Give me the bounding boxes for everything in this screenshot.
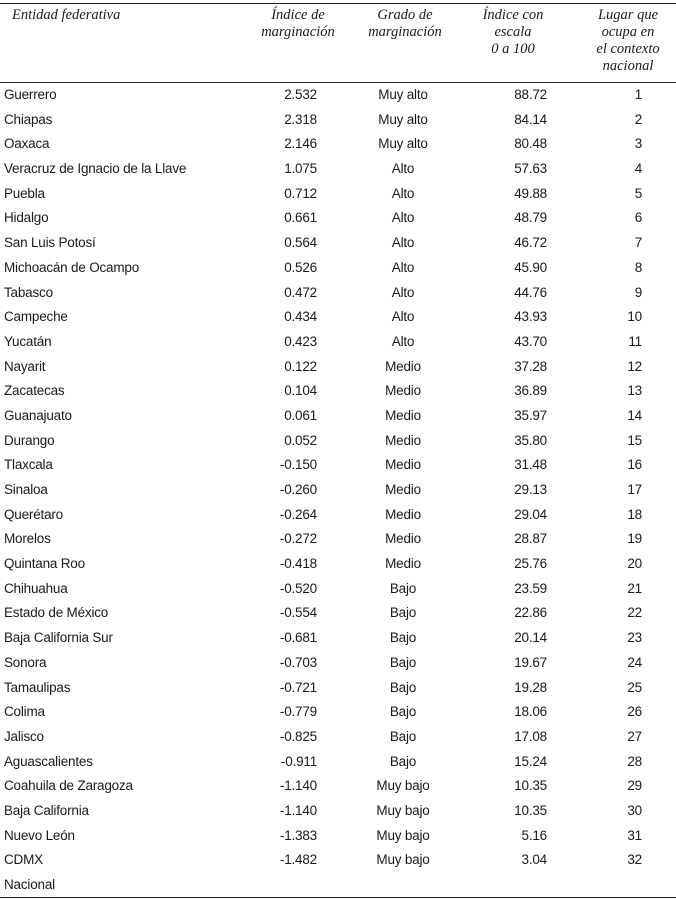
cell-lugar: 29 bbox=[627, 778, 642, 794]
cell-escala: 31.48 bbox=[514, 457, 547, 473]
header-indice: Índice de marginación bbox=[261, 7, 335, 40]
cell-indice: 2.146 bbox=[284, 136, 317, 152]
cell-escala: 45.90 bbox=[514, 259, 547, 275]
cell-grado: Bajo bbox=[389, 679, 417, 695]
table-row bbox=[0, 600, 676, 625]
cell-grado: Alto bbox=[391, 309, 415, 325]
cell-entidad: Estado de México bbox=[4, 605, 109, 621]
cell-lugar: 4 bbox=[634, 161, 642, 177]
cell-escala: 3.04 bbox=[521, 852, 547, 868]
cell-escala: 80.48 bbox=[514, 136, 547, 152]
cell-lugar: 32 bbox=[627, 852, 642, 868]
cell-lugar: 19 bbox=[627, 531, 642, 547]
cell-entidad: Sonora bbox=[4, 654, 47, 670]
cell-escala: 29.13 bbox=[514, 482, 547, 497]
cell-escala: 44.76 bbox=[514, 284, 547, 300]
cell-indice: -0.825 bbox=[279, 728, 317, 744]
cell-grado: Medio bbox=[385, 383, 421, 399]
cell-grado: Muy alto bbox=[378, 87, 428, 102]
cell-indice: -0.703 bbox=[279, 654, 317, 670]
header-lugar: Lugar que ocupa en el contexto nacional bbox=[596, 7, 660, 74]
cell-lugar: 7 bbox=[634, 235, 642, 251]
cell-entidad: Yucatán bbox=[4, 333, 52, 349]
cell-indice: 0.564 bbox=[284, 235, 317, 251]
cell-lugar: 13 bbox=[627, 383, 642, 399]
cell-indice: -0.150 bbox=[279, 457, 317, 473]
cell-entidad: San Luis Potosí bbox=[4, 235, 96, 251]
cell-escala: 22.86 bbox=[514, 605, 547, 621]
cell-indice: -0.264 bbox=[279, 506, 317, 522]
cell-entidad: Baja California bbox=[4, 802, 89, 818]
cell-indice: -0.911 bbox=[280, 753, 317, 769]
cell-lugar: 30 bbox=[627, 802, 642, 818]
cell-indice: 0.052 bbox=[284, 432, 317, 448]
cell-escala: 18.06 bbox=[514, 704, 547, 720]
cell-entidad: CDMX bbox=[4, 852, 43, 868]
table-row bbox=[0, 477, 676, 502]
cell-lugar: 12 bbox=[627, 358, 642, 374]
cell-grado: Bajo bbox=[389, 704, 417, 720]
cell-entidad: Coahuila de Zaragoza bbox=[4, 778, 133, 794]
cell-grado: Bajo bbox=[389, 753, 417, 769]
cell-entidad: Hidalgo bbox=[4, 210, 49, 226]
table-row bbox=[0, 230, 676, 255]
cell-grado: Alto bbox=[391, 185, 415, 201]
cell-entidad: Puebla bbox=[4, 185, 45, 201]
cell-lugar: 31 bbox=[627, 827, 642, 843]
cell-entidad: Tabasco bbox=[4, 284, 53, 300]
table-row bbox=[0, 428, 676, 453]
cell-lugar: 10 bbox=[627, 309, 642, 325]
cell-lugar: 2 bbox=[634, 111, 642, 127]
cell-escala: 37.28 bbox=[514, 358, 547, 374]
cell-lugar: 20 bbox=[627, 556, 642, 572]
cell-grado: Alto bbox=[391, 284, 415, 300]
table-row bbox=[0, 699, 676, 724]
cell-indice: 0.526 bbox=[284, 259, 317, 275]
cell-lugar: 6 bbox=[634, 210, 642, 226]
cell-indice: 2.532 bbox=[284, 87, 317, 102]
table-row bbox=[0, 724, 676, 749]
cell-indice: -0.721 bbox=[279, 679, 317, 695]
cell-indice: -0.779 bbox=[279, 704, 317, 720]
cell-lugar: 11 bbox=[628, 333, 642, 349]
cell-lugar: 1 bbox=[634, 87, 642, 102]
cell-lugar: 24 bbox=[627, 654, 642, 670]
cell-indice: 1.075 bbox=[284, 161, 317, 177]
cell-grado: Medio bbox=[385, 482, 421, 497]
table-row bbox=[0, 773, 676, 798]
cell-escala: 19.67 bbox=[514, 654, 547, 670]
cell-entidad: Durango bbox=[4, 432, 55, 448]
cell-grado: Alto bbox=[391, 161, 415, 177]
cell-entidad: Chihuahua bbox=[4, 580, 68, 596]
cell-entidad: Oaxaca bbox=[4, 136, 50, 152]
cell-indice: -1.482 bbox=[279, 852, 317, 868]
cell-grado: Medio bbox=[385, 531, 421, 547]
cell-indice: 0.061 bbox=[284, 407, 317, 423]
cell-grado: Alto bbox=[391, 333, 415, 349]
table-row bbox=[0, 280, 676, 305]
cell-escala: 17.08 bbox=[514, 728, 547, 744]
cell-lugar: 3 bbox=[634, 136, 642, 152]
cell-indice: -1.383 bbox=[279, 827, 317, 843]
cell-indice: 0.661 bbox=[284, 210, 317, 226]
cell-lugar: 16 bbox=[627, 457, 642, 473]
table-row bbox=[0, 650, 676, 675]
cell-escala: 48.79 bbox=[514, 210, 547, 226]
cell-lugar: 23 bbox=[627, 630, 642, 646]
cell-indice: 0.423 bbox=[284, 333, 317, 349]
cell-escala: 29.04 bbox=[514, 506, 547, 522]
cell-entidad: Tlaxcala bbox=[4, 457, 53, 473]
cell-lugar: 14 bbox=[627, 407, 642, 423]
cell-lugar: 8 bbox=[634, 259, 642, 275]
cell-indice: 0.712 bbox=[284, 185, 317, 201]
cell-entidad: Morelos bbox=[4, 531, 51, 547]
cell-grado: Medio bbox=[385, 506, 421, 522]
table-row bbox=[0, 625, 676, 650]
cell-lugar: 21 bbox=[627, 580, 642, 596]
table-row bbox=[0, 551, 676, 576]
cell-indice: 2.318 bbox=[284, 111, 317, 127]
cell-entidad: Colima bbox=[4, 704, 45, 720]
cell-escala: 43.70 bbox=[514, 333, 547, 349]
table-row bbox=[0, 526, 676, 551]
cell-entidad: Baja California Sur bbox=[4, 630, 113, 646]
cell-grado: Muy bajo bbox=[376, 852, 430, 868]
cell-entidad: Tamaulipas bbox=[4, 679, 71, 695]
cell-indice: -0.418 bbox=[279, 556, 317, 572]
cell-lugar: 26 bbox=[627, 704, 642, 720]
header-entidad: Entidad federativa bbox=[12, 7, 121, 23]
cell-grado: Medio bbox=[385, 556, 421, 572]
cell-grado: Alto bbox=[391, 259, 415, 275]
cell-grado: Medio bbox=[385, 407, 421, 423]
cell-indice: 0.472 bbox=[284, 284, 317, 300]
cell-lugar: 5 bbox=[634, 185, 642, 201]
cell-indice: -0.520 bbox=[279, 580, 317, 596]
cell-entidad: Zacatecas bbox=[4, 383, 65, 399]
table-row bbox=[0, 304, 676, 329]
table-row bbox=[0, 403, 676, 428]
cell-lugar: 22 bbox=[627, 605, 642, 621]
table-row bbox=[0, 378, 676, 403]
cell-entidad: Nayarit bbox=[4, 358, 46, 374]
cell-entidad: Sinaloa bbox=[4, 482, 48, 497]
cell-indice: -0.260 bbox=[279, 482, 317, 497]
table-row bbox=[0, 576, 676, 601]
cell-escala: 88.72 bbox=[514, 87, 547, 102]
cell-indice: -0.272 bbox=[279, 531, 317, 547]
cell-grado: Bajo bbox=[389, 605, 417, 621]
cell-entidad: Jalisco bbox=[4, 728, 44, 744]
table-row bbox=[0, 156, 676, 181]
cell-entidad: Aguascalientes bbox=[4, 753, 93, 769]
cell-grado: Medio bbox=[385, 432, 421, 448]
table-row bbox=[0, 798, 676, 823]
cell-escala: 36.89 bbox=[514, 383, 547, 399]
cell-indice: 0.104 bbox=[284, 383, 317, 399]
table-row bbox=[0, 131, 676, 156]
cell-escala: 35.80 bbox=[514, 432, 547, 448]
table-row bbox=[0, 872, 676, 897]
cell-lugar: 27 bbox=[627, 728, 642, 744]
cell-escala: 23.59 bbox=[514, 580, 547, 596]
cell-indice: -1.140 bbox=[279, 778, 317, 794]
cell-lugar: 17 bbox=[627, 482, 642, 497]
table-row bbox=[0, 107, 676, 132]
cell-escala: 28.87 bbox=[514, 531, 547, 547]
cell-indice: -0.681 bbox=[279, 630, 317, 646]
table-row bbox=[0, 181, 676, 206]
cell-grado: Muy bajo bbox=[376, 827, 430, 843]
cell-escala: 10.35 bbox=[514, 802, 547, 818]
cell-indice: 0.122 bbox=[284, 358, 317, 374]
cell-entidad: Nacional bbox=[4, 877, 55, 892]
cell-grado: Muy alto bbox=[378, 111, 428, 127]
table-row bbox=[0, 329, 676, 354]
cell-escala: 25.76 bbox=[514, 556, 547, 572]
table-row bbox=[0, 354, 676, 379]
cell-escala: 19.28 bbox=[514, 679, 547, 695]
table-row bbox=[0, 255, 676, 280]
cell-entidad: Campeche bbox=[4, 309, 68, 325]
table-top-rule bbox=[0, 3, 676, 4]
cell-entidad: Querétaro bbox=[4, 506, 63, 522]
cell-entidad: Nuevo León bbox=[4, 827, 75, 843]
cell-entidad: Veracruz de Ignacio de la Llave bbox=[4, 161, 187, 177]
cell-grado: Bajo bbox=[389, 654, 417, 670]
cell-grado: Bajo bbox=[389, 580, 417, 596]
table-row bbox=[0, 847, 676, 872]
header-grado: Grado de marginación bbox=[368, 7, 442, 40]
table-row bbox=[0, 205, 676, 230]
cell-entidad: Guerrero bbox=[4, 87, 57, 102]
cell-escala: 43.93 bbox=[514, 309, 547, 325]
cell-escala: 46.72 bbox=[514, 235, 547, 251]
cell-entidad: Michoacán de Ocampo bbox=[4, 259, 140, 275]
cell-escala: 84.14 bbox=[514, 111, 547, 127]
cell-indice: -1.140 bbox=[279, 802, 317, 818]
cell-lugar: 18 bbox=[627, 506, 642, 522]
cell-grado: Alto bbox=[391, 235, 415, 251]
cell-grado: Alto bbox=[391, 210, 415, 226]
cell-indice: 0.434 bbox=[284, 309, 317, 325]
cell-grado: Bajo bbox=[389, 630, 417, 646]
cell-grado: Bajo bbox=[389, 728, 417, 744]
table-body bbox=[0, 82, 676, 897]
cell-escala: 10.35 bbox=[514, 778, 547, 794]
cell-lugar: 28 bbox=[627, 753, 642, 769]
cell-lugar: 25 bbox=[627, 679, 642, 695]
cell-grado: Medio bbox=[385, 358, 421, 374]
header-escala: Índice con escala 0 a 100 bbox=[482, 7, 544, 57]
table-row bbox=[0, 823, 676, 848]
cell-escala: 15.24 bbox=[514, 753, 547, 769]
cell-grado: Medio bbox=[385, 457, 421, 473]
cell-entidad: Chiapas bbox=[4, 111, 53, 127]
table-row bbox=[0, 502, 676, 527]
cell-escala: 57.63 bbox=[514, 161, 547, 177]
cell-indice: -0.554 bbox=[279, 605, 317, 621]
cell-grado: Muy bajo bbox=[376, 778, 430, 794]
cell-entidad: Guanajuato bbox=[4, 407, 72, 423]
cell-escala: 35.97 bbox=[514, 407, 547, 423]
cell-escala: 49.88 bbox=[514, 185, 547, 201]
cell-lugar: 9 bbox=[634, 284, 642, 300]
table-row bbox=[0, 749, 676, 774]
cell-lugar: 15 bbox=[627, 432, 642, 448]
table-row bbox=[0, 82, 676, 107]
table-row bbox=[0, 452, 676, 477]
cell-grado: Muy bajo bbox=[376, 802, 430, 818]
cell-entidad: Quintana Roo bbox=[4, 556, 85, 572]
table-bottom-rule bbox=[0, 897, 676, 898]
cell-escala: 5.16 bbox=[521, 827, 547, 843]
table-row bbox=[0, 675, 676, 700]
cell-grado: Muy alto bbox=[378, 136, 428, 152]
cell-escala: 20.14 bbox=[514, 630, 547, 646]
